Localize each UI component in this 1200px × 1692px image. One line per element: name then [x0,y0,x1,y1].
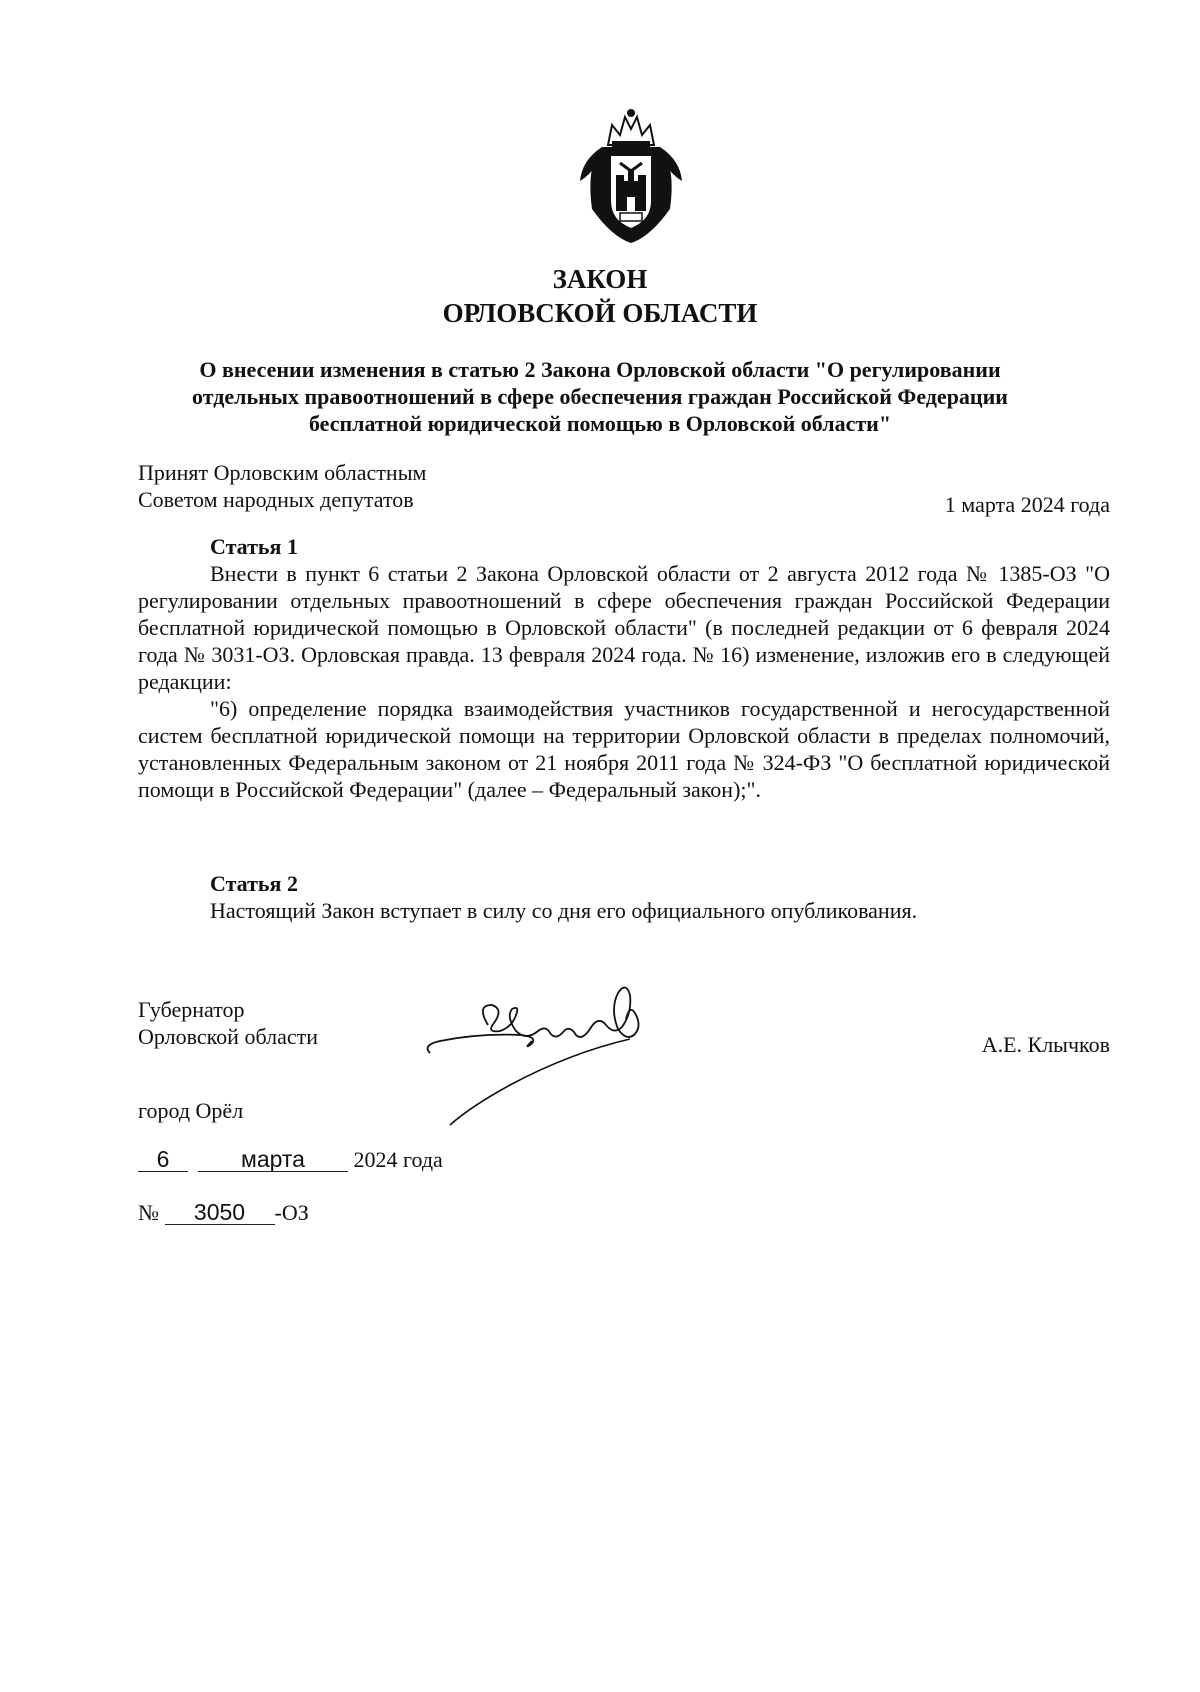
subtitle-line: отдельных правоотношений в сфере обеспечения граждан Российской Федерации [192,384,1008,409]
law-number-suffix: -ОЗ [274,1200,309,1225]
coat-of-arms-icon [572,105,690,245]
signatory-role-line: Губернатор [138,997,245,1022]
article-1 [138,533,1110,803]
document-type-title: ЗАКОН [552,264,648,294]
handwritten-signature-icon [420,975,670,1135]
subtitle-line: О внесении изменения в статью 2 Закона Орловской области "О регулировании [199,357,1001,382]
article-2-paragraph: Настоящий Закон вступает в силу со дня его официального опубликования. [210,898,918,923]
number-sign: № [138,1200,159,1225]
adoption-block [138,459,426,513]
adoption-line: Принят Орловским областным [138,460,427,485]
article-2 [138,870,1110,924]
signatory-role-line: Орловской области [138,1024,318,1049]
article-2-heading: Статья 2 [210,871,298,896]
law-number-field: 3050 [165,1200,275,1225]
law-number [138,1199,309,1226]
article-1-paragraph: Внести в пункт 6 статьи 2 Закона Орловской области от 2 августа 2012 года № 1385-ОЗ "О регулировании отдельных правоотношений в сфере обеспечения граждан Российской Федерации бесплатной юридической помощью в Орловской области" (в последней редакции от 6 февраля 2024 года № 3031-ОЗ. Орловская правда. 13 февраля 2024 года. № 16) изменение, изложив его в следующей редакции: [138,561,1110,694]
signing-year: 2024 года [353,1147,443,1172]
law-subtitle [150,356,1050,437]
adoption-date: 1 марта 2024 года [944,492,1110,517]
subtitle-line: бесплатной юридической помощью в Орловской области" [308,411,892,436]
signing-day-field: 6 [138,1147,188,1172]
signing-month-field: марта [198,1147,348,1172]
region-title: ОРЛОВСКОЙ ОБЛАСТИ [442,298,758,328]
signer-name: А.Е. Клычков [981,1032,1110,1057]
signing-place: город Орёл [138,1098,244,1123]
adoption-line: Советом народных депутатов [138,487,414,512]
signatory-role [138,996,318,1050]
signing-date [138,1146,443,1173]
article-1-heading: Статья 1 [210,534,298,559]
article-1-amendment-text: "6) определение порядка взаимодействия участников государственной и негосударственной систем бесплатной юридической помощи на территории Орловской области в пределах полномочий, установленных Федеральным законом от 21 ноября 2011 года № 324-ФЗ "О бесплатной юридической помощи в Российской Федерации" (далее – Федеральный закон);". [138,696,1110,802]
